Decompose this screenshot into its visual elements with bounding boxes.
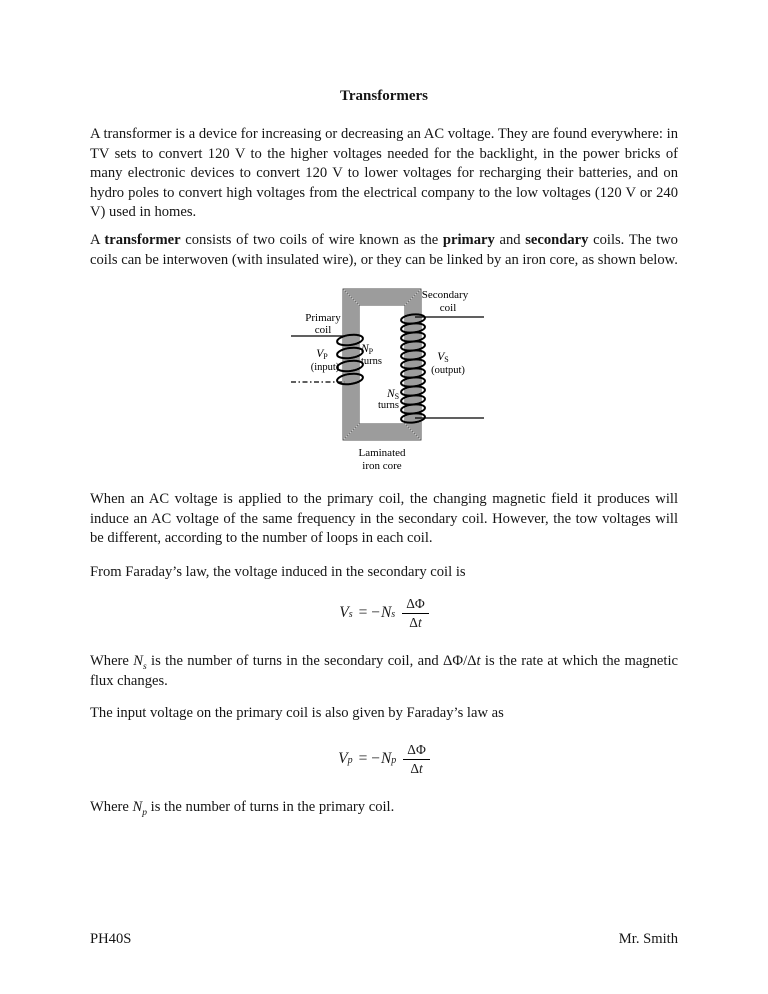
ns-turns-label: turns [378,400,399,411]
eq-numerator: ΔΦ [403,742,430,760]
ns-symbol: N [387,388,395,400]
eq-vs-symbol: V [339,604,349,622]
text-segment: is the number of turns in the secondary coil, and [146,653,444,669]
vs-symbol: V [437,351,445,363]
inline-np-subscript: p [142,807,148,818]
equation-primary: V $_p$ = − N $_p$ $\frac{\Delta\Phi}{\Delta t}$ [90,742,678,776]
np-symbol: N [361,343,369,355]
term-transformer: transformer [104,232,181,248]
laminated-core [343,289,421,440]
paragraph-definition [90,231,678,270]
text-segment: and [494,232,526,248]
paragraph-faraday-intro: From Faraday’s law, the voltage induced in the secondary coil is [90,564,466,580]
core-caption: Laminated [358,447,406,459]
vs-label [437,351,448,364]
eq-vp-symbol: V [338,750,348,768]
vs-subscript: S [444,355,449,364]
text-segment: Where [90,799,133,815]
eq-fraction [402,596,429,630]
term-primary: primary [442,232,495,248]
eq-time-symbol: t [417,614,422,630]
paragraph-primary-intro: The input voltage on the primary coil is also given by Faraday’s law as [90,705,504,721]
term-secondary: secondary [525,232,589,248]
transformer-diagram-svg [288,285,488,475]
text-segment: coils. The two coils can be interwoven (with insulated wire), or they can be linked by an iron core, as shown below. [90,232,678,268]
text-segment: consists of two coils of wire known as the [180,232,443,248]
paragraph-induction: When an AC voltage is applied to the primary coil, the changing magnetic field it produces will induce an AC voltage of the same frequency in the secondary coil. However, the tow voltages will be different, according to the number of loops in each coil. [90,491,678,547]
paragraph-np-explanation [90,798,678,818]
secondary-coil-label: Secondary [421,289,469,301]
inline-flux-time: t [476,653,481,669]
eq-delta: Δ [409,614,418,630]
equation-secondary: V $_s$ = − N $_s$ $\frac{\Delta\Phi}{\Delta t}$ [90,596,678,630]
secondary-coil-label-line2: coil [439,302,457,314]
inline-flux-ratio: ΔΦ/Δ [443,653,477,669]
vs-output-label: (output) [431,365,465,376]
text-segment: Where [90,653,134,669]
eq-relation: = − [358,750,380,768]
paragraph-ns-explanation [90,652,678,691]
eq-np-symbol: N [380,750,392,768]
np-subscript: P [368,347,374,356]
eq-relation: = − [358,604,380,622]
text-segment: is the number of turns in the primary coil. [147,799,395,815]
ns-subscript: S [394,392,400,401]
vp-symbol: V [316,348,324,360]
page-title: Transformers [339,88,429,104]
eq-numerator: ΔΦ [402,596,429,614]
primary-coil-label: Primary [305,312,341,324]
paragraph-intro: A transformer is a device for increasing or decreasing an AC voltage. They are found everywhere: in TV sets to convert 120 V to the higher voltages needed for the backlight, in the power bricks of many electronic devices to convert 120 V to lower voltages for recharging their batteries, and on hydro poles to convert high voltages from the electrical company to the low voltages (120 V or 240 V) used in homes. [90,126,678,221]
inline-ns-symbol: N [133,653,143,669]
core-caption-line2: iron core [362,460,402,472]
vp-label [316,348,328,361]
transformer-diagram [288,285,488,480]
inline-ns-subscript: s [142,661,147,672]
eq-denominator [410,760,422,777]
primary-coil-label-line2: coil [314,324,332,336]
eq-fraction [403,742,430,776]
footer-course-code: PH40S [90,931,132,947]
text-segment: is the rate at which the magnetic flux changes. [90,653,679,689]
vp-input-label: (input) [310,362,340,373]
eq-time-symbol: t [419,760,423,776]
inline-np-symbol: N [132,799,143,815]
text-segment: A [90,232,105,248]
footer-author: Mr. Smith [618,931,678,947]
eq-denominator [409,614,421,631]
eq-delta: Δ [410,760,420,776]
vp-subscript: P [323,352,328,361]
eq-ns-symbol: N [380,604,392,622]
np-turns-label: turns [361,356,382,367]
